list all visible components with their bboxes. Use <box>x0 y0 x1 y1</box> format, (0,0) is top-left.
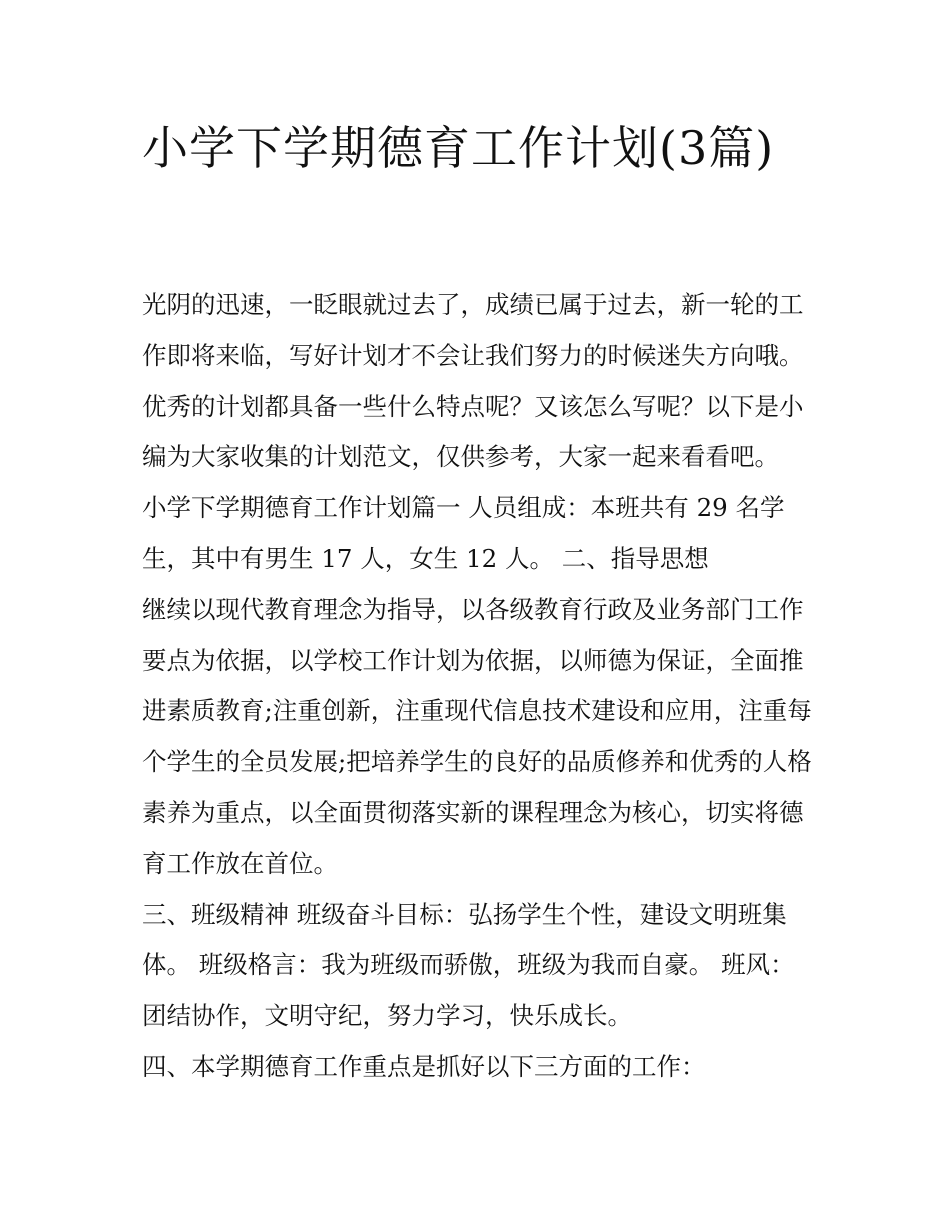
class-spirit-paragraph: 三、班级精神 班级奋斗目标：弘扬学生个性，建设文明班集体。 班级格言：我为班级而骄傲，班级为我而自豪。 班风：团结协作，文明守纪，努力学习，快乐成长。 <box>142 899 795 1031</box>
guiding-ideology-paragraph: 继续以现代教育理念为指导，以各级教育行政及业务部门工作要点为依据，以学校工作计划为依据，以师德为保证，全面推进素质教育;注重创新，注重现代信息技术建设和应用，注重每个学生的全员发展;把培养学生的良好的品质修养和优秀的人格素养为重点，以全面贯彻落实新的课程理念为核心，切实将德育工作放在首位。 <box>142 594 812 878</box>
document-body <box>142 280 814 1093</box>
intro-paragraph: 光阴的迅速，一眨眼就过去了，成绩已属于过去，新一轮的工作即将来临，写好计划才不会让我们努力的时候迷失方向哦。优秀的计划都具备一些什么特点呢？又该怎么写呢？以下是小编为大家收集的计划范文，仅供参考，大家一起来看看吧。 <box>142 290 804 472</box>
document-title: 小学下学期德育工作计划(3篇) <box>142 121 775 175</box>
class-composition-paragraph: 小学下学期德育工作计划篇一 人员组成：本班共有 29 名学生，其中有男生 17 人，女生 12 人。 二、指导思想 <box>142 493 785 573</box>
work-focus-paragraph: 四、本学期德育工作重点是抓好以下三方面的工作： <box>142 1051 706 1081</box>
